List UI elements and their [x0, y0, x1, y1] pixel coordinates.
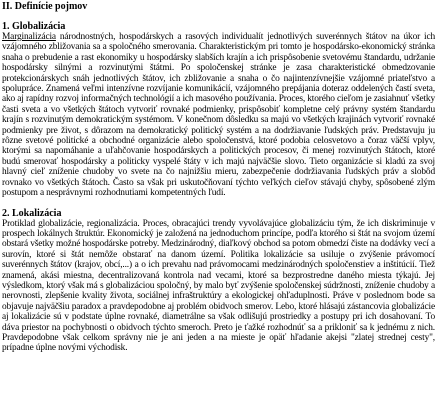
section-body-text: národnostných, hospodárskych a rasových individualít jednotlivých suverénnych štátov na úkor ich vzájomného zbližovania sa a spoločného smerovania. Charakteristickým pri tomto je hospodársko-ekonomický stránka snaha o prebudenie a rast ekonomiky u hospodársky slabších krajín a ich prispôsobenie svetovému štandardu, udržanie hospodársky silnými a rozvinutými štátmi. Po spoločenskej stránke je zasa charakteristické obmedzovanie protekcionárskych snáh jednotlivých štátov, ich zbližovanie a snaha o čo najintenzívnejšie vzájomné priateľstvo a spolupráce. Znamená veľmi intenzívne rozvíjanie komunikácií, vzájomného prepájania doteraz oddelených častí sveta, ako aj rapídny rozvoj informačných technológií a ich masového používania. Proces, ktorého cieľom je zasiahnuť všetky časti sveta a vo všetkých štátoch vytvoriť rovnaké podmienky, prispôsobiť kompletne celý právny systém štandardu krajín s rozvinutým demokratickým systémom. V konečnom dôsledku sa majú vo všetkých krajinách vytvoriť rovnaké podmienky pre život, s dôrazom na demokratický politický systém a na dodržiavanie ľudských práv. Predstavuju ju rôzne svetové politické a obchodné organizácie alebo spoločenstvá, ktoré podobia celosvetovo a čoraz väčší vplyv, ktorými sa napomáhanie a uľahčovanie hospodárskych a politických procesov, či menej rozvinutých štátoch, ktoré budú smerovať hospodársky a politicky vyspelé štáty v ich majú najväčšie slovo. Tieto organizácie si kladú za svoj hlavný cieľ zníženie chudoby vo svete na čo najnižšiu mieru, zabezpečenie dodržiavania ľudských práv a slobôd rovnako vo všetkých štátoch. Často sa však pri uskutočňovaní týchto veľkých cieľov stávajú chyby, spôsobené zlým postupom a nesprávnymi rozhodnutiami kompetentných ľudí.: [2, 32, 435, 199]
section-heading-lokalizacia: 2. Lokalizácia: [2, 207, 62, 219]
section-body-text: Protiklad globalizácie, regionalizácia. Proces, obracajúci trendy vyvolávajúce globalizáciu tým, že ich diskriminuje v prospech lokálnych štruktúr. Ekonomický je založená na jednoduchom princípe, podľa ktorého si štát na svojom území obstará všetky možné hospodárske potreby. Medzinárodný, diaľkový obchod sa potom obmedzí čiste na dodávky vecí a surovín, ktoré si štát nemôže obstarať na danom území. Politika lokalizácie sa usiluje o zvýšenie právomocí suverénnych štátov (krajov, obcí,...) a o ich prevahu nad právomocami medzinárodných spoločenstiev a inštitúcií. Tiež znamená, akási miestna, decentralizovaná kontrola nad vecami, ktoré sa bezprostredne daného miesta týkajú. Jej výsledkom, ktorý však má s globalizáciou spoločný, by malo byť zvýšenie spoločenskej súdržnosti, zníženie chudoby a nerovnosti, zlepšenie kvality života, sociálnej infraštruktúry a ekologickej ohľaduplnosti. Práve v poslednom bode sa objavuje najväčšiu paradox a pravdepodobne aj problém obidvoch smerov. Lebo, ktoré hlásajú zástancovia globalizácie aj lokalizácie sú v podstate úplne rovnaké, diametrálne sa však odlišujú prostriedky a postupy pri ich dosahovaní. To dáva priestor na pochybnosti o obidvoch týchto smeroch. Preto je ťažké rozhodnúť sa a prikloniť sa k jednému z nich. Pravdepodobne však celkom správny nie je ani jeden a na mieste je opäť hľadanie akejsi "zlatej strednej cesty", prípadne úplne novými východisk.: [2, 218, 435, 354]
section-spacer: [2, 199, 435, 208]
section-body-lokalizacia: [2, 219, 435, 354]
section-body-globalizacia: [2, 32, 435, 199]
lead-word-marginalizacia: Marginalizácia: [2, 32, 56, 42]
document-title: II. Definície pojmov: [2, 1, 88, 12]
section-heading-globalizacia: 1. Globalizácia: [2, 21, 66, 32]
